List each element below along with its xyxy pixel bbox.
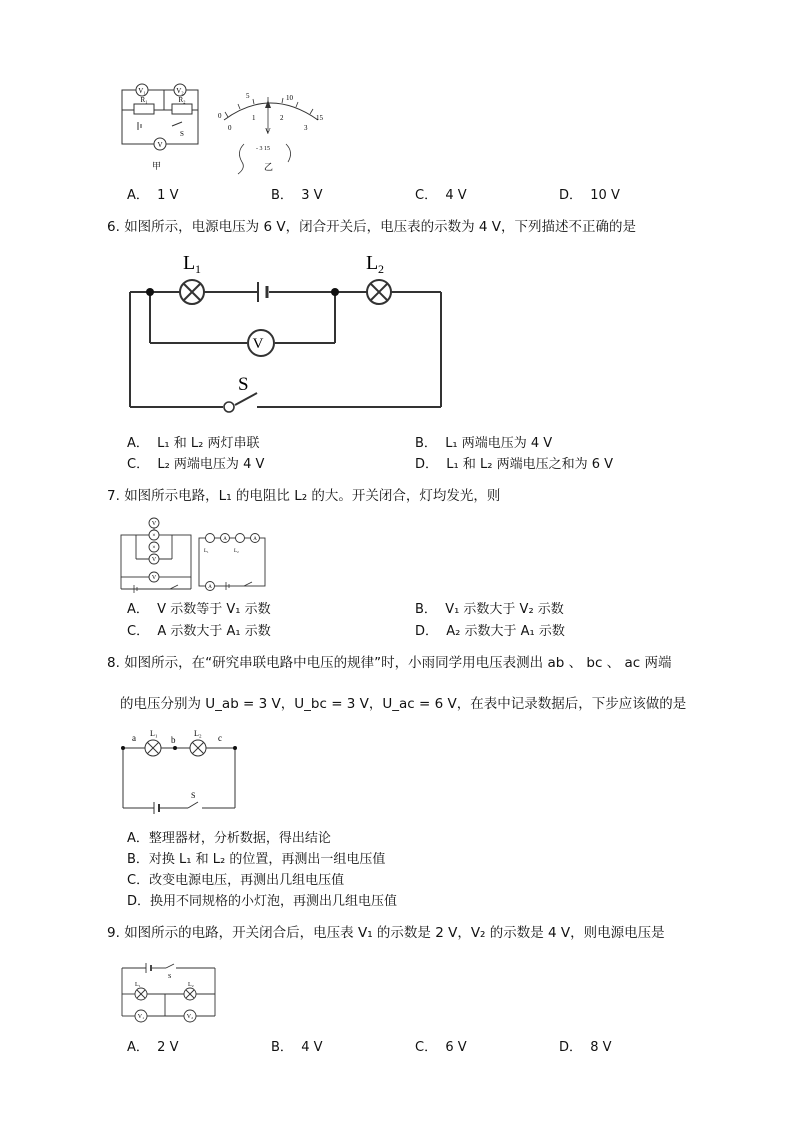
option-letter: A． <box>127 436 149 451</box>
option-text: 改变电源电压，再测出几组电压值 <box>149 873 345 888</box>
question-number: 9. <box>107 925 120 941</box>
q6-label-l1: L <box>183 252 196 274</box>
option-letter: A． <box>127 1040 149 1055</box>
q9-option-b[interactable] <box>271 1036 322 1055</box>
option-text: 1 V <box>157 188 179 203</box>
q6-option-d[interactable] <box>415 453 613 472</box>
meter-tick-top-5: 5 <box>246 92 250 100</box>
svg-text:S: S <box>168 974 172 980</box>
q7-option-c[interactable] <box>127 620 271 639</box>
q8-option-d[interactable] <box>127 890 397 909</box>
option-text: L₁ 和 L₂ 两端电压之和为 6 V <box>446 457 614 472</box>
question-text: 如图所示电路，L₁ 的电阻比 L₂ 的大。开关闭合，灯均发光，则 <box>124 488 501 504</box>
q5-option-c[interactable] <box>415 184 467 203</box>
q5-figure-jia <box>118 80 202 175</box>
option-letter: A． <box>127 831 149 846</box>
option-text: V₁ 示数大于 V₂ 示数 <box>445 602 564 617</box>
q7-circuit-figure-right <box>196 530 270 592</box>
option-letter: A． <box>127 602 149 617</box>
option-letter: D． <box>415 457 439 472</box>
option-text: A₂ 示数大于 A₁ 示数 <box>446 624 565 639</box>
option-text: V 示数等于 V₁ 示数 <box>157 602 271 617</box>
q9-option-d[interactable] <box>559 1036 612 1055</box>
q8-point-a: a <box>132 733 136 743</box>
svg-text:×: × <box>152 545 156 551</box>
svg-text:V: V <box>157 141 163 149</box>
question-text: 如图所示的电路，开关闭合后，电压表 V₁ 的示数是 2 V，V₂ 的示数是 4 V，则电源电压是 <box>124 925 665 941</box>
svg-text:A: A <box>253 537 257 542</box>
svg-text:R₁: R₁ <box>140 96 148 104</box>
q7-stem <box>107 484 500 504</box>
svg-text:L₁: L₁ <box>204 549 209 554</box>
option-letter: D． <box>415 624 439 639</box>
meter-tick-top-10: 10 <box>286 94 293 102</box>
meter-tick-bottom-0: 0 <box>228 124 232 132</box>
meter-terminals: - 3 15 <box>256 146 270 152</box>
svg-text:1: 1 <box>195 262 201 276</box>
option-letter: D． <box>559 1040 583 1055</box>
option-text: 4 V <box>445 188 467 203</box>
svg-text:V₂: V₂ <box>186 1014 194 1020</box>
option-letter: B． <box>271 188 293 203</box>
option-letter: C． <box>415 1040 438 1055</box>
svg-text:V₁: V₁ <box>138 87 146 95</box>
q7-option-b[interactable] <box>415 598 564 617</box>
option-text: L₂ 两端电压为 4 V <box>157 457 265 472</box>
svg-text:L₂: L₂ <box>188 982 194 988</box>
svg-text:S: S <box>191 791 196 800</box>
q6-circuit-figure <box>125 248 450 416</box>
q6-voltmeter-label: V <box>252 336 264 352</box>
option-text: A 示数大于 A₁ 示数 <box>157 624 271 639</box>
svg-text:A: A <box>208 585 212 590</box>
q8-point-b: b <box>171 735 176 745</box>
meter-tick-top-15: 15 <box>316 114 323 122</box>
option-text: 整理器材，分析数据，得出结论 <box>148 831 331 846</box>
q8-circuit-figure <box>118 724 240 816</box>
option-text: 8 V <box>590 1040 612 1055</box>
q9-option-c[interactable] <box>415 1036 467 1055</box>
option-letter: C． <box>415 188 438 203</box>
q8-point-c: c <box>218 733 222 743</box>
svg-text:L₂: L₂ <box>194 729 202 738</box>
q6-label-l2: L <box>366 252 379 274</box>
option-text: L₁ 和 L₂ 两灯串联 <box>157 436 260 451</box>
option-text: 对换 L₁ 和 L₂ 的位置，再测出一组电压值 <box>148 852 386 867</box>
q5-option-d[interactable] <box>559 184 620 203</box>
svg-text:V: V <box>151 575 157 581</box>
q9-circuit-figure <box>118 958 220 1028</box>
svg-text:V₂: V₂ <box>176 87 184 95</box>
option-letter: B． <box>271 1040 293 1055</box>
q9-stem <box>107 921 665 941</box>
svg-text:×: × <box>152 533 156 539</box>
meter-tick-bottom-1: 1 <box>252 114 256 122</box>
option-text: 换用不同规格的小灯泡，再测出几组电压值 <box>150 894 398 909</box>
svg-text:L₁: L₁ <box>150 729 158 738</box>
option-text: L₁ 两端电压为 4 V <box>445 436 553 451</box>
option-letter: C． <box>127 873 150 888</box>
svg-text:2: 2 <box>378 262 384 276</box>
question-number: 6. <box>107 219 120 235</box>
q6-switch-label: S <box>238 374 249 395</box>
q6-option-c[interactable] <box>127 453 264 472</box>
question-number: 7. <box>107 488 120 504</box>
q7-option-d[interactable] <box>415 620 565 639</box>
question-text: 如图所示，在“研究串联电路中电压的规律”时，小雨同学用电压表测出 ab 、 bc 、 ac 两端 <box>124 655 672 671</box>
q5-option-b[interactable] <box>271 184 322 203</box>
option-letter: B． <box>415 602 437 617</box>
q6-stem <box>107 215 636 235</box>
option-letter: B． <box>127 852 149 867</box>
svg-text:A: A <box>223 537 227 542</box>
q8-stem-line2: 的电压分别为 U_ab = 3 V，U_bc = 3 V，U_ac = 6 V，在表中记录数据后，下步应该做的是 <box>120 696 687 712</box>
svg-text:L₁: L₁ <box>135 982 141 988</box>
svg-text:S: S <box>180 130 184 138</box>
option-text: 6 V <box>445 1040 467 1055</box>
q7-circuit-figure-left <box>118 515 194 593</box>
option-letter: B． <box>415 436 437 451</box>
meter-tick-top-0: 0 <box>218 112 222 120</box>
q6-option-b[interactable] <box>415 432 552 451</box>
q8-option-b[interactable] <box>127 848 385 867</box>
q8-stem-line1 <box>107 651 671 671</box>
q8-option-c[interactable] <box>127 869 344 888</box>
meter-tick-bottom-2: 2 <box>280 114 284 122</box>
q8-option-a[interactable] <box>127 827 331 846</box>
q5-option-a[interactable] <box>127 184 178 203</box>
meter-tick-bottom-3: 3 <box>304 124 308 132</box>
q7-option-a[interactable] <box>127 598 271 617</box>
option-text: 2 V <box>157 1040 179 1055</box>
option-text: 4 V <box>301 1040 323 1055</box>
fig-jia-label: 甲 <box>152 161 162 171</box>
option-letter: A． <box>127 188 149 203</box>
fig-yi-label: 乙 <box>264 162 274 172</box>
option-letter: C． <box>127 457 150 472</box>
option-text: 3 V <box>301 188 323 203</box>
option-text: 10 V <box>590 188 620 203</box>
svg-text:R₂: R₂ <box>178 96 186 104</box>
svg-text:L₂: L₂ <box>234 549 239 554</box>
question-number: 8. <box>107 655 120 671</box>
option-letter: D． <box>559 188 583 203</box>
meter-unit: V <box>265 127 271 136</box>
q5-figure-yi-voltmeter <box>210 88 330 180</box>
q9-option-a[interactable] <box>127 1036 178 1055</box>
svg-text:V: V <box>151 557 157 563</box>
option-letter: C． <box>127 624 150 639</box>
question-text: 如图所示，电源电压为 6 V，闭合开关后，电压表的示数为 4 V，下列描述不正确的是 <box>124 219 636 235</box>
option-letter: D． <box>127 894 151 909</box>
svg-text:V: V <box>151 521 157 527</box>
q6-option-a[interactable] <box>127 432 259 451</box>
svg-text:V₁: V₁ <box>137 1014 145 1020</box>
